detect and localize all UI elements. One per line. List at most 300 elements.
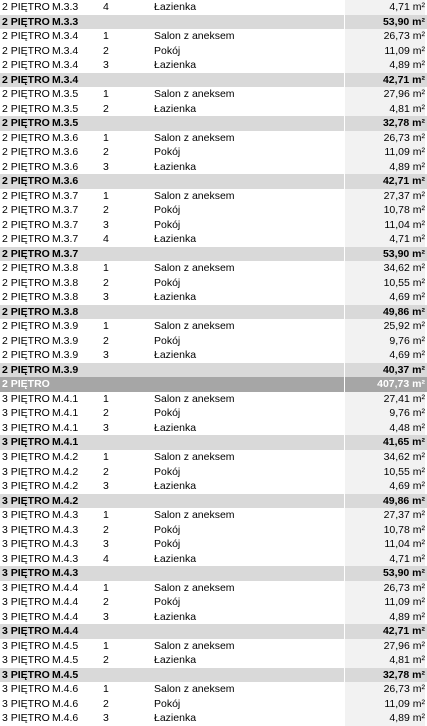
unit-cell: M.3.7 [52,247,79,260]
floor-cell: 2 PIĘTRO [2,73,50,86]
area-cell: 27,41 m² [345,392,425,407]
room-number-cell: 3 [103,349,109,362]
table-row [0,479,427,494]
room-number-cell: 1 [103,392,109,405]
floor-cell: 2 PIĘTRO [2,378,50,391]
area-cell: 32,78 m² [382,117,425,130]
room-name-cell: Łazienka [154,291,197,304]
room-name-cell: Łazienka [154,654,197,667]
unit-cell: M.3.5 [52,88,79,101]
floor-cell: 3 PIĘTRO [2,465,50,478]
floor-cell: 2 PIĘTRO [2,334,50,347]
column-divider [344,29,345,44]
room-number-cell: 1 [103,189,109,202]
column-divider [344,653,345,668]
unit-cell: M.3.8 [52,262,79,275]
floor-cell: 2 PIĘTRO [2,320,50,333]
room-number-cell: 3 [103,160,109,173]
room-name-cell: Łazienka [154,480,197,493]
unit-cell: M.3.5 [52,102,79,115]
column-divider [344,523,345,538]
unit-cell: M.4.1 [52,407,79,420]
room-number-cell: 1 [103,581,109,594]
table-row [0,639,427,654]
area-cell: 27,37 m² [345,189,425,204]
table-row [0,697,427,712]
table-row [0,29,427,44]
unit-cell: M.3.4 [52,73,79,86]
area-cell: 26,73 m² [345,29,425,44]
floor-total-row [0,377,427,392]
unit-cell: M.3.6 [52,131,79,144]
table-row [0,392,427,407]
column-divider [344,87,345,102]
floor-cell: 2 PIĘTRO [2,349,50,362]
unit-cell: M.3.8 [52,291,79,304]
unit-cell: M.4.3 [52,523,79,536]
area-cell: 11,09 m² [345,44,425,59]
floor-cell: 2 PIĘTRO [2,218,50,231]
unit-total-row [0,174,427,189]
floor-cell: 2 PIĘTRO [2,59,50,72]
room-number-cell: 2 [103,204,109,217]
floor-cell: 2 PIĘTRO [2,363,50,376]
area-cell: 53,90 m² [382,247,425,260]
area-cell: 4,81 m² [345,102,425,117]
unit-cell: M.4.2 [52,465,79,478]
floor-cell: 3 PIĘTRO [2,407,50,420]
unit-total-row [0,305,427,320]
room-name-cell: Łazienka [154,160,197,173]
room-name-cell: Salon z aneksem [154,131,235,144]
table-row [0,319,427,334]
area-cell: 49,86 m² [382,305,425,318]
floor-cell: 3 PIĘTRO [2,392,50,405]
table-row [0,581,427,596]
table-row [0,145,427,160]
floor-cell: 3 PIĘTRO [2,654,50,667]
unit-cell: M.3.8 [52,276,79,289]
unit-cell: M.4.4 [52,625,79,638]
unit-cell: M.3.8 [52,305,79,318]
area-cell: 27,37 m² [345,508,425,523]
column-divider [344,682,345,697]
unit-cell: M.3.3 [52,15,79,28]
floor-cell: 2 PIĘTRO [2,189,50,202]
column-divider [344,334,345,349]
area-cell: 4,89 m² [345,711,425,726]
unit-total-row [0,116,427,131]
floor-cell: 2 PIĘTRO [2,247,50,260]
unit-cell: M.3.9 [52,363,79,376]
area-cell: 11,09 m² [345,697,425,712]
area-cell: 407,73 m² [377,378,425,391]
unit-cell: M.3.3 [52,1,79,13]
column-divider [344,290,345,305]
floor-cell: 2 PIĘTRO [2,146,50,159]
room-number-cell: 3 [103,59,109,72]
floor-cell: 2 PIĘTRO [2,305,50,318]
room-number-cell: 1 [103,262,109,275]
room-name-cell: Salon z aneksem [154,683,235,696]
column-divider [344,232,345,247]
room-name-cell: Salon z aneksem [154,392,235,405]
unit-total-row [0,247,427,262]
column-divider [344,131,345,146]
unit-cell: M.3.7 [52,189,79,202]
area-cell: 4,71 m² [345,0,425,15]
room-number-cell: 1 [103,450,109,463]
table-row [0,203,427,218]
room-name-cell: Salon z aneksem [154,639,235,652]
area-cell: 40,37 m² [382,363,425,376]
area-cell: 25,92 m² [345,319,425,334]
area-cell: 4,89 m² [345,610,425,625]
floor-cell: 3 PIĘTRO [2,625,50,638]
unit-total-row [0,15,427,30]
table-row [0,523,427,538]
unit-cell: M.4.2 [52,494,79,507]
table-row [0,682,427,697]
area-cell: 4,81 m² [345,653,425,668]
floor-cell: 2 PIĘTRO [2,204,50,217]
table-row [0,44,427,59]
table-row [0,261,427,276]
unit-cell: M.4.6 [52,697,79,710]
room-name-cell: Łazienka [154,712,197,725]
room-name-cell: Pokój [154,44,181,57]
table-row [0,610,427,625]
floor-cell: 2 PIĘTRO [2,30,50,43]
room-name-cell: Pokój [154,334,181,347]
table-row [0,189,427,204]
unit-cell: M.4.1 [52,436,79,449]
unit-cell: M.4.3 [52,567,79,580]
table-row [0,348,427,363]
area-cell: 4,71 m² [345,552,425,567]
column-divider [344,377,345,392]
floor-cell: 2 PIĘTRO [2,233,50,246]
room-name-cell: Pokój [154,276,181,289]
unit-cell: M.3.9 [52,349,79,362]
area-cell: 4,69 m² [345,290,425,305]
unit-cell: M.4.4 [52,596,79,609]
room-number-cell: 3 [103,610,109,623]
area-cell: 32,78 m² [382,668,425,681]
room-name-cell: Łazienka [154,59,197,72]
area-cell: 10,78 m² [345,523,425,538]
column-divider [344,319,345,334]
area-cell: 4,69 m² [345,348,425,363]
room-name-cell: Łazienka [154,102,197,115]
room-number-cell: 2 [103,654,109,667]
floor-cell: 3 PIĘTRO [2,639,50,652]
column-divider [344,392,345,407]
unit-cell: M.3.4 [52,44,79,57]
area-cell: 4,48 m² [345,421,425,436]
unit-cell: M.4.5 [52,668,79,681]
floor-cell: 3 PIĘTRO [2,596,50,609]
area-cell: 10,55 m² [345,276,425,291]
room-name-cell: Salon z aneksem [154,30,235,43]
column-divider [344,624,345,639]
floor-cell: 2 PIĘTRO [2,102,50,115]
floor-cell: 3 PIĘTRO [2,509,50,522]
column-divider [344,697,345,712]
column-divider [344,406,345,421]
area-cell: 10,55 m² [345,465,425,480]
floor-cell: 3 PIĘTRO [2,567,50,580]
room-number-cell: 2 [103,407,109,420]
area-cell: 4,89 m² [345,160,425,175]
column-divider [344,566,345,581]
room-name-cell: Salon z aneksem [154,581,235,594]
area-cell: 11,04 m² [345,537,425,552]
area-cell: 4,89 m² [345,58,425,73]
floor-cell: 2 PIĘTRO [2,15,50,28]
area-cell: 9,76 m² [345,334,425,349]
area-cell: 10,78 m² [345,203,425,218]
column-divider [344,218,345,233]
table-row [0,87,427,102]
floor-cell: 3 PIĘTRO [2,552,50,565]
unit-total-row [0,494,427,509]
room-number-cell: 1 [103,683,109,696]
room-name-cell: Salon z aneksem [154,88,235,101]
room-number-cell: 2 [103,334,109,347]
room-number-cell: 2 [103,523,109,536]
column-divider [344,668,345,683]
column-divider [344,508,345,523]
table-row [0,653,427,668]
column-divider [344,494,345,509]
unit-cell: M.4.2 [52,450,79,463]
room-name-cell: Pokój [154,204,181,217]
table-row [0,58,427,73]
unit-cell: M.3.7 [52,204,79,217]
area-cell: 27,96 m² [345,639,425,654]
floor-cell: 2 PIĘTRO [2,1,50,13]
table-row [0,465,427,480]
table-row [0,160,427,175]
room-number-cell: 4 [103,1,109,13]
room-number-cell: 4 [103,552,109,565]
column-divider [344,465,345,480]
room-number-cell: 1 [103,131,109,144]
room-name-cell: Łazienka [154,421,197,434]
room-number-cell: 2 [103,44,109,57]
room-name-cell: Pokój [154,697,181,710]
unit-cell: M.3.7 [52,233,79,246]
area-cell: 34,62 m² [345,450,425,465]
column-divider [344,15,345,30]
column-divider [344,174,345,189]
unit-cell: M.4.3 [52,552,79,565]
room-name-cell: Pokój [154,407,181,420]
table-row [0,232,427,247]
table-row [0,450,427,465]
floor-cell: 3 PIĘTRO [2,538,50,551]
column-divider [344,552,345,567]
unit-total-row [0,566,427,581]
room-number-cell: 3 [103,480,109,493]
unit-cell: M.3.6 [52,146,79,159]
unit-cell: M.4.5 [52,654,79,667]
room-name-cell: Łazienka [154,233,197,246]
table-row [0,406,427,421]
floor-cell: 3 PIĘTRO [2,610,50,623]
area-cell: 11,09 m² [345,145,425,160]
column-divider [344,450,345,465]
column-divider [344,639,345,654]
floor-cell: 3 PIĘTRO [2,581,50,594]
floor-cell: 3 PIĘTRO [2,668,50,681]
area-cell: 49,86 m² [382,494,425,507]
table-row [0,218,427,233]
unit-cell: M.3.5 [52,117,79,130]
table-row [0,595,427,610]
floor-cell: 2 PIĘTRO [2,44,50,57]
area-cell: 4,69 m² [345,479,425,494]
table-row [0,290,427,305]
unit-total-row [0,668,427,683]
unit-cell: M.4.2 [52,480,79,493]
table-row [0,508,427,523]
column-divider [344,0,345,15]
room-name-cell: Salon z aneksem [154,450,235,463]
table-row [0,0,427,15]
room-name-cell: Salon z aneksem [154,262,235,275]
room-name-cell: Pokój [154,596,181,609]
area-cell: 26,73 m² [345,131,425,146]
room-name-cell: Salon z aneksem [154,320,235,333]
column-divider [344,116,345,131]
unit-total-row [0,624,427,639]
column-divider [344,160,345,175]
room-number-cell: 2 [103,102,109,115]
column-divider [344,58,345,73]
unit-cell: M.3.6 [52,160,79,173]
unit-cell: M.4.5 [52,639,79,652]
column-divider [344,189,345,204]
column-divider [344,348,345,363]
area-cell: 34,62 m² [345,261,425,276]
room-number-cell: 2 [103,465,109,478]
unit-cell: M.4.3 [52,538,79,551]
room-name-cell: Salon z aneksem [154,189,235,202]
unit-cell: M.4.1 [52,392,79,405]
column-divider [344,479,345,494]
floor-cell: 3 PIĘTRO [2,421,50,434]
unit-cell: M.3.7 [52,218,79,231]
table-row [0,102,427,117]
room-number-cell: 3 [103,218,109,231]
room-number-cell: 2 [103,146,109,159]
column-divider [344,261,345,276]
table-row [0,552,427,567]
floor-cell: 3 PIĘTRO [2,683,50,696]
unit-cell: M.4.6 [52,683,79,696]
column-divider [344,595,345,610]
area-cell: 26,73 m² [345,581,425,596]
floor-cell: 3 PIĘTRO [2,712,50,725]
floor-cell: 3 PIĘTRO [2,697,50,710]
floor-cell: 2 PIĘTRO [2,262,50,275]
unit-total-row [0,435,427,450]
table-row [0,276,427,291]
area-cell: 4,71 m² [345,232,425,247]
room-number-cell: 1 [103,88,109,101]
area-cell: 53,90 m² [382,567,425,580]
area-cell: 27,96 m² [345,87,425,102]
room-name-cell: Pokój [154,465,181,478]
unit-cell: M.4.6 [52,712,79,725]
room-number-cell: 3 [103,538,109,551]
floor-cell: 3 PIĘTRO [2,436,50,449]
column-divider [344,581,345,596]
column-divider [344,537,345,552]
room-number-cell: 1 [103,509,109,522]
column-divider [344,363,345,378]
unit-total-row [0,73,427,88]
room-number-cell: 3 [103,291,109,304]
room-name-cell: Łazienka [154,1,197,13]
column-divider [344,276,345,291]
floor-cell: 2 PIĘTRO [2,131,50,144]
column-divider [344,610,345,625]
column-divider [344,44,345,59]
column-divider [344,435,345,450]
room-name-cell: Pokój [154,146,181,159]
room-name-cell: Łazienka [154,610,197,623]
room-number-cell: 2 [103,276,109,289]
floor-cell: 2 PIĘTRO [2,291,50,304]
room-name-cell: Pokój [154,523,181,536]
room-number-cell: 3 [103,421,109,434]
room-name-cell: Łazienka [154,349,197,362]
floor-cell: 2 PIĘTRO [2,175,50,188]
table-row [0,421,427,436]
unit-cell: M.3.9 [52,334,79,347]
room-name-cell: Pokój [154,218,181,231]
column-divider [344,305,345,320]
floor-cell: 2 PIĘTRO [2,160,50,173]
area-cell: 9,76 m² [345,406,425,421]
area-cell: 26,73 m² [345,682,425,697]
column-divider [344,73,345,88]
area-cell: 42,71 m² [382,73,425,86]
table-row [0,537,427,552]
unit-cell: M.3.4 [52,59,79,72]
unit-cell: M.4.1 [52,421,79,434]
room-name-cell: Pokój [154,538,181,551]
table-row [0,131,427,146]
area-cell: 11,09 m² [345,595,425,610]
unit-cell: M.3.4 [52,30,79,43]
area-cell: 42,71 m² [382,625,425,638]
floor-cell: 3 PIĘTRO [2,523,50,536]
unit-total-row [0,363,427,378]
unit-cell: M.4.3 [52,509,79,522]
column-divider [344,145,345,160]
unit-cell: M.4.4 [52,581,79,594]
area-cell: 42,71 m² [382,175,425,188]
room-number-cell: 3 [103,712,109,725]
floor-cell: 3 PIĘTRO [2,450,50,463]
unit-cell: M.3.6 [52,175,79,188]
floor-cell: 2 PIĘTRO [2,88,50,101]
column-divider [344,102,345,117]
